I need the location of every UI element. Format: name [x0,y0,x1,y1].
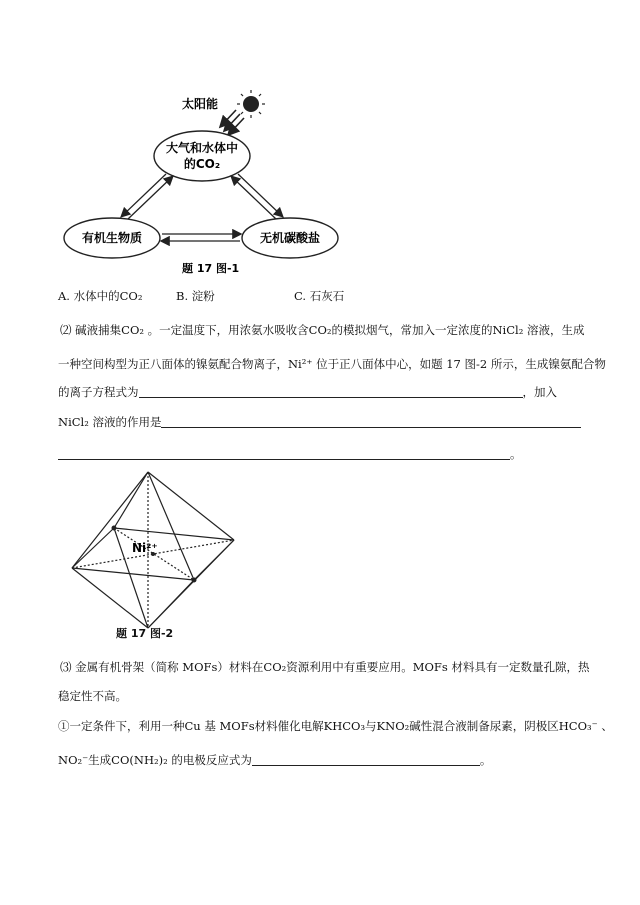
answer-blank-nicl2-role[interactable] [161,415,581,428]
q3-line-4 [58,752,491,768]
answer-options [58,288,345,304]
carbon-cycle-diagram [58,82,348,282]
figure-1-caption: 题 17 图-1 [182,262,240,275]
q2-line-3 [58,384,557,400]
node-organic-label: 有机生物质 [81,231,143,245]
q2-line-4-prefix: NiCl₂ 溶液的作用是 [58,415,162,429]
vertex-dot [112,526,117,531]
q2-line-5-suffix: 。 [510,447,522,461]
q3-line-1: ⑶ 金属有机骨架（简称 MOFs）材料在CO₂资源利用中有重要应用。MOFs 材料具有一定数量孔隙，热 [60,660,590,674]
ni-center-label: Ni²⁺ [132,541,158,555]
octahedron-diagram [62,464,242,644]
figure-2-caption: 题 17 图-2 [116,627,174,640]
answer-blank-electrode-reaction[interactable] [252,753,480,766]
q3-line-3: ①一定条件下，利用一种Cu 基 MOFs材料催化电解KHCO₃与KNO₂碱性混合液制备尿素，阴极区HCO₃⁻ 、 [58,719,613,733]
figure-1 [58,82,348,282]
answer-blank-ionic-equation[interactable] [139,385,523,398]
option-a: A. 水体中的CO₂ [58,289,143,303]
q2-line-5 [58,446,522,462]
answer-blank-nicl2-role-cont[interactable] [58,447,510,460]
q2-line-2: 一种空间构型为正八面体的镍氨配合物离子，Ni²⁺ 位于正八面体中心，如题 17 图-2 所示，生成镍氨配合物 [58,357,606,371]
figure-2 [62,464,242,644]
node-atmosphere-co2 [154,131,250,181]
option-b: B. 淀粉 [176,289,215,303]
sunlight-arrows [221,110,244,134]
sun-icon [243,96,259,112]
node-atmosphere-label-2: 的CO₂ [183,157,221,171]
option-c: C. 石灰石 [294,289,345,303]
node-atmosphere-label-1: 大气和水体中 [165,141,239,155]
vertex-dot [192,578,197,583]
q3-line-2: 稳定性不高。 [58,689,127,703]
sun-label: 太阳能 [182,97,219,111]
q2-line-4 [58,414,581,430]
q2-line-3-suffix: ，加入 [522,385,557,399]
q2-line-1: ⑵ 碱液捕集CO₂ 。一定温度下，用浓氨水吸收含CO₂的模拟烟气，常加入一定浓度的NiCl₂ 溶液，生成 [60,323,585,337]
node-inorganic-label: 无机碳酸盐 [259,231,321,245]
q2-line-3-prefix: 的离子方程式为 [58,385,139,399]
q3-line-4-suffix: 。 [479,753,492,767]
q3-line-4-prefix: NO₂⁻生成CO(NH₂)₂ 的电极反应式为 [58,753,252,767]
